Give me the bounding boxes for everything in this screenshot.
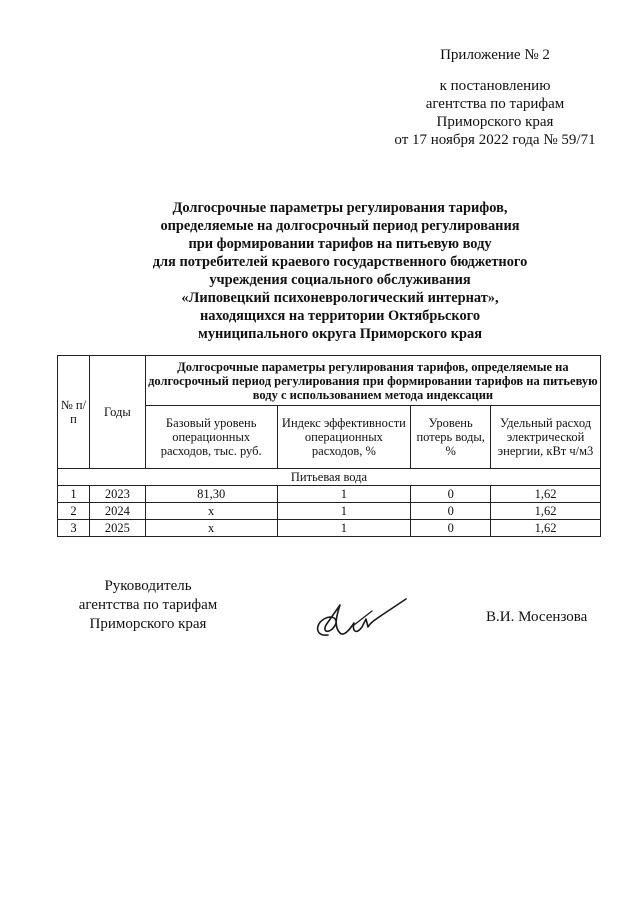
signatory-position bbox=[62, 577, 234, 634]
handwritten-signature bbox=[310, 597, 410, 647]
cell-base: 81,30 bbox=[145, 486, 277, 503]
cell-index: 1 bbox=[277, 503, 411, 520]
title-line: «Липовецкий психоневрологический интернат», bbox=[181, 290, 499, 306]
cell-loss: 0 bbox=[411, 503, 491, 520]
cell-energy: 1,62 bbox=[491, 520, 601, 537]
cell-number: 3 bbox=[58, 520, 90, 537]
appendix-block bbox=[380, 46, 610, 149]
title-line: Долгосрочные параметры регулирования тарифов, bbox=[172, 200, 508, 216]
header-group: Долгосрочные параметры регулирования тарифов, определяемые на долгосрочный период регулирования при формировании тарифов на питьевую воду с использованием метода индексации bbox=[145, 356, 600, 406]
cell-year: 2025 bbox=[89, 520, 145, 537]
signatory-name: В.И. Мосензова bbox=[486, 609, 588, 625]
section-row: Питьевая вода bbox=[58, 469, 601, 486]
position-line: Приморского края bbox=[89, 616, 207, 632]
cell-index: 1 bbox=[277, 520, 411, 537]
title-line: для потребителей краевого государственного бюджетного bbox=[152, 254, 528, 270]
cell-year: 2023 bbox=[89, 486, 145, 503]
table-row bbox=[58, 486, 601, 503]
position-line: Руководитель bbox=[104, 578, 192, 594]
cell-number: 2 bbox=[58, 503, 90, 520]
cell-base: х bbox=[145, 503, 277, 520]
table-row bbox=[58, 503, 601, 520]
cell-base: х bbox=[145, 520, 277, 537]
cell-year: 2024 bbox=[89, 503, 145, 520]
document-title bbox=[100, 199, 580, 343]
cell-loss: 0 bbox=[411, 486, 491, 503]
cell-energy: 1,62 bbox=[491, 486, 601, 503]
header-number: № п/п bbox=[58, 356, 90, 469]
header-energy-consumption: Удельный расход электрической энергии, кВт ч/м3 bbox=[491, 406, 601, 469]
appendix-line: агентства по тарифам bbox=[425, 96, 565, 112]
cell-number: 1 bbox=[58, 486, 90, 503]
header-base-expenses: Базовый уровень операционных расходов, тыс. руб. bbox=[145, 406, 277, 469]
header-water-loss: Уровень потерь воды, % bbox=[411, 406, 491, 469]
position-line: агентства по тарифам bbox=[78, 597, 218, 613]
cell-energy: 1,62 bbox=[491, 503, 601, 520]
header-years: Годы bbox=[89, 356, 145, 469]
title-line: определяемые на долгосрочный период регулирования bbox=[160, 218, 520, 234]
appendix-line: Приморского края bbox=[436, 114, 554, 130]
title-line: находящихся на территории Октябрьского bbox=[199, 308, 481, 324]
table-row bbox=[58, 520, 601, 537]
cell-loss: 0 bbox=[411, 520, 491, 537]
title-line: при формировании тарифов на питьевую воду bbox=[188, 236, 492, 252]
parameters-table bbox=[57, 355, 601, 537]
title-line: учреждения социального обслуживания bbox=[209, 272, 471, 288]
title-line: муниципального округа Приморского края bbox=[198, 326, 482, 342]
cell-index: 1 bbox=[277, 486, 411, 503]
appendix-line: к постановлению bbox=[439, 78, 551, 94]
appendix-number: Приложение № 2 bbox=[440, 47, 550, 63]
header-efficiency-index: Индекс эффективности операционных расходов, % bbox=[277, 406, 411, 469]
appendix-line: от 17 ноября 2022 года № 59/71 bbox=[394, 132, 596, 148]
